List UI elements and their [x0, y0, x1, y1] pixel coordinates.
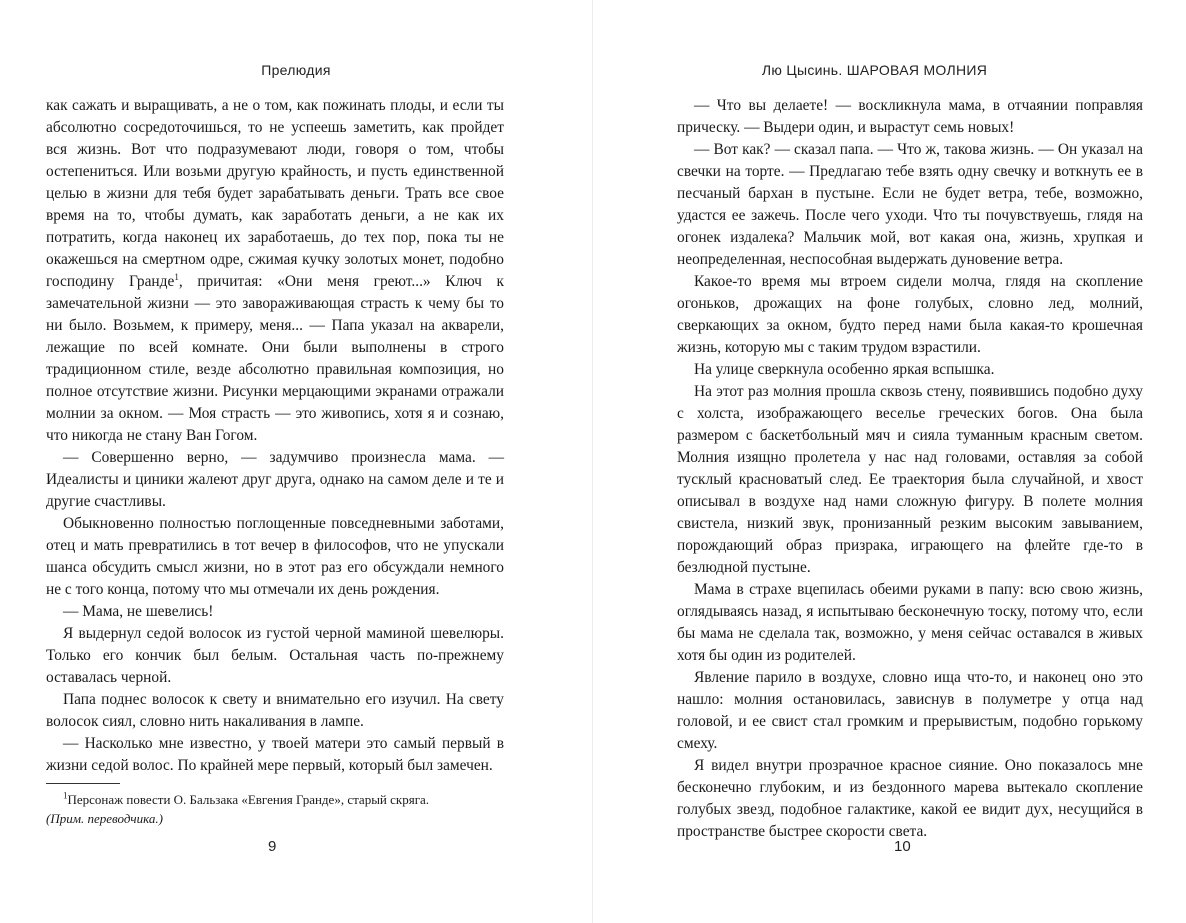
paragraph [46, 95, 504, 447]
left-page-text [46, 95, 504, 777]
paragraph: На этот раз молния прошла сквозь стену, появившись подобно духу с холста, изображающего веселье греческих богов. Она была размером с баскетбольный мяч и сияла туманным красным светом. Молния изящно пролетела у нас над головами, оставляя за собой тусклый красноватый след. Ее траектория была случайной, и хвост описывал в воздухе над нами сложную фигуру. В полете молния свистела, низкий звук, пронизанный резким высоким завыванием, порождающий образ призрака, играющего на флейте где-то в безлюдной пустыне. [677, 383, 1143, 576]
footnote-reference[interactable]: 1 [174, 271, 179, 282]
paragraph: Папа поднес волосок к свету и внимательно его изучил. На свету волосок сиял, словно нить накаливания в лампе. [46, 691, 504, 730]
running-head-right: Лю Цысинь. ШАРОВАЯ МОЛНИЯ [761, 62, 988, 78]
paragraph: — Вот как? — сказал папа. — Что ж, такова жизнь. — Он указал на свечки на торте. — Предлагаю тебе взять одну свечку и воткнуть ее в песчаный бархан в пустыне. Если не будет ветра, тебе, возможно, удастся ее зажечь. После чего уходи. Что ты почувствуешь, глядя на огонек издалека? Мальчик мой, вот какая она, жизнь, хрупкая и неопределенная, неспособная выдержать дуновение ветра. [677, 141, 1143, 268]
paragraph: Мама в страхе вцепилась обеими руками в папу: всю свою жизнь, оглядываясь назад, я испытываю бесконечную тоску, потому что, если бы мама не сделала так, возможно, у меня сейчас оставался в живых хотя бы один из родителей. [677, 581, 1143, 664]
running-head-left: Прелюдия [261, 62, 331, 78]
page-number-left: 9 [268, 838, 277, 855]
paragraph-text-continued: , причитая: «Они меня греют...» Ключ к замечательной жизни — это завораживающая страсть к чему бы то ни было. Возьмем, к примеру, меня... — Папа указал на акварели, лежащие по всей комнате. Они были выполнены в строго традиционном стиле, везде абсолютно правильная композиция, но полное отсутствие жизни. Рисунки мерцающими экранами отражали молнии за окном. — Моя страсть — это живопись, хотя я и сознаю, что никогда не стану Ван Гогом. [46, 273, 504, 444]
paragraph: На улице сверкнула особенно яркая вспышка. [694, 361, 995, 378]
paragraph: — Совершенно верно, — задумчиво произнесла мама. — Идеалисты и циники жалеют друг друга, однако на самом деле и те и другие счастливы. [46, 449, 504, 510]
paragraph: Я видел внутри прозрачное красное сияние. Оно показалось мне бесконечно глубоким, и из бездонного марева вытекало скопление голубых звезд, подобное галактике, какой ее видит дух, несущийся в пространстве быстрее скорости света. [677, 757, 1143, 840]
right-page-text [677, 95, 1143, 843]
right-page [593, 0, 1186, 923]
paragraph: Я выдернул седой волосок из густой черной маминой шевелюры. Только его кончик был белым. Остальная часть по-прежнему оставалась черной. [46, 625, 504, 686]
paragraph: Какое-то время мы втроем сидели молча, глядя на скопление огоньков, дрожащих на фоне голубых, словно лед, молний, сверкающих за окном, будто перед нами была какая-то крошечная жизнь, которую мы с таким трудом взрастили. [677, 273, 1143, 356]
paragraph: — Насколько мне известно, у твоей матери это самый первый в жизни седой волос. По крайней мере первый, который был замечен. [46, 735, 504, 774]
footnote-divider [46, 783, 120, 784]
paragraph-text: как сажать и выращивать, а не о том, как пожинать плоды, и если ты абсолютно сосредоточишься, то не успеешь заметить, как пройдет вся жизнь. Вот что подразумевают люди, говоря о том, чтобы остепениться. Или возьми другую крайность, и пусть единственной целью в жизни для тебя будет зарабатывать деньги. Трать все свое время на то, чтобы думать, как заработать деньги, а не как их потратить, когда наконец их заработаешь, до тех пор, пока ты не окажешься на смертном одре, сжимая кучку золотых монет, подобно господину Гранде [46, 97, 504, 290]
paragraph: Обыкновенно полностью поглощенные повседневными заботами, отец и мать превратились в тот вечер в философов, что не упускали шанса обсудить смысл жизни, но в этот раз его обсуждали немного не с того конца, потому что мы отмечали их день рождения. [46, 515, 504, 598]
paragraph: — Что вы делаете! — воскликнула мама, в отчаянии поправляя прическу. — Выдери один, и вырастут семь новых! [677, 97, 1143, 136]
footnote-mark: 1 [63, 790, 68, 801]
page-number-right: 10 [894, 838, 911, 855]
paragraph: Явление парило в воздухе, словно ища что-то, и наконец оно это нашло: молния остановилась, зависнув в полуметре у отца над головой, и ее свист стал громким и прерывистым, подобно горькому смеху. [677, 669, 1143, 752]
paragraph: — Мама, не шевелись! [63, 603, 214, 620]
footnote [46, 790, 516, 828]
footnote-translator-note: (Прим. переводчика.) [46, 811, 163, 826]
footnote-line [46, 790, 516, 809]
footnote-text: Персонаж повести О. Бальзака «Евгения Гранде», старый скряга. [67, 792, 430, 807]
